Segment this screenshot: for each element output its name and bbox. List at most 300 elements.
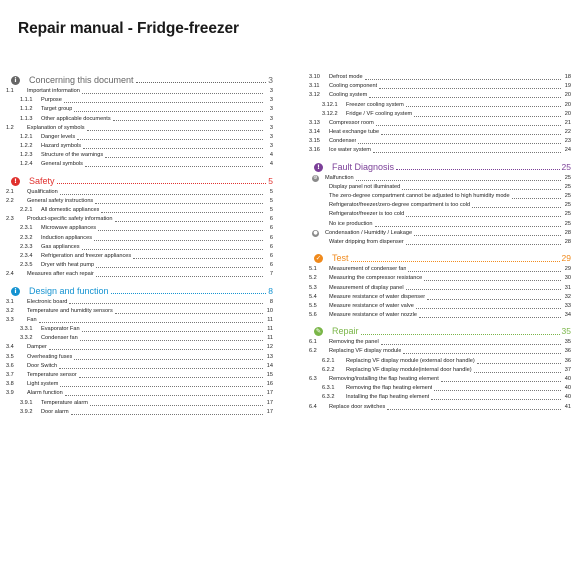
entry-number: 3.14 [309, 129, 320, 136]
entry-label: Temperature and humidity sensors [27, 307, 113, 314]
entry-number: 5.6 [309, 312, 317, 319]
entry-page-number: 12 [266, 344, 273, 351]
dot-leader [358, 143, 561, 144]
entry-number: 2.3 [6, 216, 14, 223]
entry-number: 2.3.5 [20, 262, 33, 269]
entry-page-number: 33 [564, 302, 571, 309]
toc-entry[interactable] [309, 274, 571, 283]
entry-page-number: 28 [564, 238, 571, 245]
entry-number: 6.3.2 [322, 394, 335, 401]
entry-number: 3.10 [309, 73, 320, 80]
entry-label: General safety instructions [27, 197, 94, 204]
dot-leader [71, 414, 263, 415]
toc-entry[interactable] [6, 142, 273, 151]
dot-leader [65, 395, 263, 396]
entry-label: Refrigerator/freezer is too cold [329, 211, 405, 218]
section-concerning[interactable] [6, 73, 273, 87]
entry-label: Target group [41, 106, 73, 113]
toc-entry[interactable] [309, 174, 571, 183]
entry-label: Measuring the compressor resistance [329, 275, 423, 282]
dot-leader [79, 377, 263, 378]
entry-page-number: 19 [564, 83, 571, 90]
toc-entry[interactable] [6, 399, 273, 408]
dot-leader [376, 125, 561, 126]
entry-label: Induction appliances [41, 234, 93, 241]
section-fault[interactable] [309, 160, 571, 174]
entry-number: 3.6 [6, 362, 14, 369]
entry-bullet-icon: ⚙ [313, 174, 318, 181]
dot-leader [373, 152, 561, 153]
entry-page-number: 5 [269, 207, 273, 214]
toc-entry[interactable] [309, 403, 571, 412]
dot-leader [90, 405, 263, 406]
entry-number: 1.1.2 [20, 106, 33, 113]
entry-number: 3.12 [309, 92, 320, 99]
entry-label: Condenser fan [41, 335, 78, 342]
entry-page-number: 40 [564, 376, 571, 383]
entry-page-number: 3 [269, 124, 273, 131]
entry-number: 3.11 [309, 83, 320, 90]
entry-page-number: 4 [269, 152, 273, 159]
toc-entry[interactable] [309, 265, 571, 274]
toc-entry[interactable] [309, 302, 571, 311]
entry-number: 3.3 [6, 316, 14, 323]
toc-entry[interactable] [309, 293, 571, 302]
toc-entry[interactable] [6, 215, 273, 224]
entry-page-number: 17 [266, 399, 273, 406]
entry-page-number: 40 [564, 385, 571, 392]
dot-leader [396, 169, 560, 170]
entry-label: Measurement of condenser fan [329, 266, 407, 273]
entry-number: 1.2.2 [20, 143, 33, 150]
dot-leader [111, 293, 267, 294]
list-design [6, 298, 273, 417]
section-page-number: 29 [561, 253, 571, 264]
toc-left-column [6, 73, 273, 417]
entry-number: 1.1.3 [20, 115, 33, 122]
entry-page-number: 16 [266, 381, 273, 388]
toc-entry[interactable] [6, 105, 273, 114]
list-test [309, 265, 571, 320]
toc-entry[interactable] [6, 87, 273, 96]
toc-entry[interactable] [6, 325, 273, 334]
section-title: Test [332, 253, 349, 264]
entry-label: Measures after each repair [27, 271, 94, 278]
section-page-number: 25 [561, 161, 571, 172]
entry-label: Explanation of symbols [27, 124, 85, 131]
entry-page-number: 25 [564, 220, 571, 227]
entry-label: Gas appliances [41, 243, 80, 250]
entry-label: Danger levels [41, 133, 76, 140]
dot-leader [136, 82, 267, 83]
dot-leader [83, 148, 263, 149]
entry-number: 3.9.1 [20, 399, 33, 406]
toc-entry[interactable] [309, 338, 571, 347]
section-page-number: 8 [268, 285, 273, 296]
section-icon: ! [314, 163, 323, 172]
entry-number: 2.3.2 [20, 234, 33, 241]
dot-leader [96, 267, 263, 268]
entry-label: Condensation / Humidity / Leakage [325, 229, 413, 236]
entry-number: 3.16 [309, 147, 320, 154]
dot-leader [115, 221, 264, 222]
dot-leader [82, 331, 263, 332]
entry-label: Alarm function [27, 390, 63, 397]
entry-page-number: 30 [564, 275, 571, 282]
dot-leader [512, 198, 561, 199]
toc-entry[interactable] [309, 366, 571, 375]
dot-leader [403, 353, 561, 354]
entry-number: 6.1 [309, 339, 317, 346]
entry-page-number: 40 [564, 394, 571, 401]
dot-leader [414, 116, 561, 117]
entry-label: No ice production [329, 220, 373, 227]
dot-leader [115, 313, 263, 314]
entry-number: 2.3.4 [20, 252, 33, 259]
entry-label: Light system [27, 381, 59, 388]
entry-number: 6.2 [309, 348, 317, 355]
toc-entry[interactable] [309, 137, 571, 146]
toc-entry[interactable] [309, 284, 571, 293]
entry-number: 2.2.1 [20, 207, 33, 214]
entry-page-number: 31 [564, 284, 571, 291]
toc-entry[interactable] [309, 311, 571, 320]
entry-label: Electronic board [27, 298, 68, 305]
dot-leader [369, 97, 561, 98]
entry-label: Measure resistance of water dispenser [329, 293, 426, 300]
entry-number: 3.12.1 [322, 101, 338, 108]
entry-page-number: 21 [564, 119, 571, 126]
entry-number: 5.3 [309, 284, 317, 291]
toc-entry[interactable] [309, 238, 571, 247]
entry-label: Condenser [329, 138, 357, 145]
entry-page-number: 8 [269, 298, 273, 305]
dot-leader [101, 212, 263, 213]
toc-entry[interactable] [6, 224, 273, 233]
entry-label: Overheating fuses [27, 353, 73, 360]
entry-number: 3.7 [6, 372, 14, 379]
section-page-number: 35 [561, 326, 571, 337]
entry-page-number: 5 [269, 197, 273, 204]
entry-page-number: 25 [564, 193, 571, 200]
entry-number: 6.3 [309, 376, 317, 383]
entry-label: Temperature alarm [41, 399, 88, 406]
toc-entry[interactable] [309, 192, 571, 201]
dot-leader [408, 271, 561, 272]
section-icon: i [11, 287, 20, 296]
entry-page-number: 11 [267, 326, 273, 333]
dot-leader [60, 194, 263, 195]
entry-page-number: 6 [269, 216, 273, 223]
toc-entry[interactable] [6, 188, 273, 197]
entry-page-number: 25 [564, 211, 571, 218]
toc-entry[interactable] [6, 316, 273, 325]
entry-page-number: 20 [564, 101, 571, 108]
entry-number: 3.4 [6, 344, 14, 351]
toc-entry[interactable] [309, 73, 571, 82]
entry-label: Refrigeration and freezer appliances [41, 252, 132, 259]
entry-label: Replacing VF display module(internal door handle) [346, 366, 472, 373]
dot-leader [85, 166, 263, 167]
entry-number: 1.2.3 [20, 152, 33, 159]
entry-page-number: 13 [266, 353, 273, 360]
entry-number: 6.2.1 [322, 357, 335, 364]
toc-entry[interactable] [6, 389, 273, 398]
list-concerning [6, 87, 273, 170]
dot-leader [133, 258, 263, 259]
entry-page-number: 3 [269, 133, 273, 140]
toc-entry[interactable] [309, 210, 571, 219]
entry-label: Other applicable documents [41, 115, 111, 122]
entry-page-number: 24 [564, 147, 571, 154]
entry-number: 2.2 [6, 197, 14, 204]
toc-entry[interactable] [6, 252, 273, 261]
entry-page-number: 28 [564, 229, 571, 236]
dot-leader [472, 207, 561, 208]
entry-page-number: 41 [564, 403, 571, 410]
toc-entry[interactable] [309, 110, 571, 119]
section-title: Design and function [29, 285, 109, 296]
entry-number: 3.9 [6, 390, 14, 397]
entry-page-number: 20 [564, 110, 571, 117]
entry-page-number: 3 [269, 143, 273, 150]
dot-leader [365, 79, 561, 80]
toc-entry[interactable] [6, 298, 273, 307]
toc-entry[interactable] [309, 119, 571, 128]
entry-page-number: 23 [564, 138, 571, 145]
toc-entry[interactable] [309, 357, 571, 366]
toc-entry[interactable] [6, 344, 273, 353]
dot-leader [381, 344, 561, 345]
dot-leader [64, 102, 263, 103]
toc-entry[interactable] [6, 307, 273, 316]
toc-entry[interactable] [309, 375, 571, 384]
entry-page-number: 17 [266, 390, 273, 397]
entry-label: Door Switch [27, 362, 58, 369]
dot-leader [474, 372, 561, 373]
dot-leader [77, 139, 263, 140]
section-test[interactable] [309, 251, 571, 265]
entry-page-number: 6 [269, 252, 273, 259]
entry-number: 3.1 [6, 298, 14, 305]
entry-page-number: 25 [564, 174, 571, 181]
dot-leader [441, 381, 561, 382]
entry-label: Compressor room [329, 119, 374, 126]
dot-leader [69, 303, 263, 304]
dot-leader [375, 226, 561, 227]
dot-leader [82, 249, 263, 250]
dot-leader [351, 261, 560, 262]
section-icon: ✓ [315, 254, 322, 263]
entry-label: Refrigerator/freezer/zero-degree compartment is too cold [329, 202, 471, 209]
dot-leader [477, 363, 561, 364]
entry-page-number: 18 [564, 73, 571, 80]
entry-label: Cooling component [329, 83, 378, 90]
toc-entry[interactable] [309, 393, 571, 402]
section-repair[interactable] [309, 324, 571, 338]
entry-number: 5.4 [309, 293, 317, 300]
section-icon: ! [11, 177, 20, 186]
toc-entry[interactable] [309, 101, 571, 110]
entry-label: Replacing VF display module [329, 348, 402, 355]
entry-number: 1.2 [6, 124, 14, 131]
toc-entry[interactable] [6, 133, 273, 142]
entry-label: Important information [27, 87, 80, 94]
toc-entry[interactable] [309, 220, 571, 229]
section-page-number: 5 [268, 175, 273, 186]
toc-entry[interactable] [6, 161, 273, 170]
dot-leader [39, 322, 263, 323]
dot-leader [96, 276, 263, 277]
entry-label: Damper [27, 344, 47, 351]
toc-entry[interactable] [6, 243, 273, 252]
entry-bullet-icon: ● [313, 230, 318, 236]
toc-entry[interactable] [6, 197, 273, 206]
dot-leader [381, 134, 561, 135]
toc-entry[interactable] [6, 353, 273, 362]
entry-page-number: 10 [266, 307, 273, 314]
dot-leader [57, 183, 267, 184]
entry-number: 2.3.3 [20, 243, 33, 250]
entry-number: 5.5 [309, 302, 317, 309]
toc-entry[interactable] [6, 234, 273, 243]
entry-label: Heat exchange tube [329, 129, 380, 136]
section-design[interactable] [6, 284, 273, 298]
dot-leader [74, 111, 263, 112]
toc-entry[interactable] [6, 371, 273, 380]
entry-label: Water dripping from dispenser [329, 238, 404, 245]
entry-page-number: 6 [269, 234, 273, 241]
dot-leader [95, 203, 263, 204]
entry-label: Cooling system [329, 92, 368, 99]
toc-entry[interactable] [309, 147, 571, 156]
entry-number: 1.1 [6, 87, 14, 94]
toc-entry[interactable] [6, 408, 273, 417]
entry-number: 2.4 [6, 271, 14, 278]
entry-number: 1.1.1 [20, 97, 33, 104]
entry-page-number: 34 [564, 312, 571, 319]
entry-page-number: 36 [564, 348, 571, 355]
dot-leader [402, 189, 561, 190]
section-safety[interactable] [6, 174, 273, 188]
entry-label: Display panel not illuminated [329, 183, 401, 190]
list-design-continued [309, 73, 571, 156]
entry-number: 5.1 [309, 266, 317, 273]
entry-label: Installing the flap heating element [346, 394, 430, 401]
section-title: Concerning this document [29, 75, 134, 85]
dot-leader [98, 230, 263, 231]
entry-number: 3.9.2 [20, 408, 33, 415]
toc-entry[interactable] [309, 82, 571, 91]
entry-label: Replace door switches [329, 403, 386, 410]
toc-entry[interactable] [6, 261, 273, 270]
dot-leader [406, 106, 561, 107]
entry-label: Removing/installing the flap heating element [329, 376, 439, 383]
dot-leader [379, 88, 561, 89]
entry-label: Dryer with heat pump [41, 262, 95, 269]
entry-label: Qualification [27, 188, 58, 195]
toc-entry[interactable] [309, 128, 571, 137]
entry-page-number: 17 [266, 408, 273, 415]
toc-entry[interactable] [6, 151, 273, 160]
section-icon: i [11, 76, 20, 85]
dot-leader [356, 180, 561, 181]
entry-label: Measure resistance of water valve [329, 302, 414, 309]
section-page-number: 3 [268, 75, 273, 85]
entry-label: Freezer cooling system [346, 101, 404, 108]
entry-label: Door alarm [41, 408, 69, 415]
entry-label: Hazard symbols [41, 143, 82, 150]
dot-leader [49, 349, 263, 350]
entry-number: 3.8 [6, 381, 14, 388]
dot-leader [406, 244, 561, 245]
toc-entry[interactable] [6, 206, 273, 215]
toc-entry[interactable] [309, 201, 571, 210]
toc-entry[interactable] [309, 348, 571, 357]
toc-entry[interactable] [6, 270, 273, 279]
entry-label: Structure of the warnings [41, 152, 104, 159]
entry-page-number: 15 [266, 372, 273, 379]
entry-label: Removing the flap heating element [346, 385, 433, 392]
toc-entry[interactable] [6, 380, 273, 389]
entry-page-number: 11 [267, 316, 273, 323]
entry-label: Product-specific safety information [27, 216, 113, 223]
entry-number: 3.5 [6, 353, 14, 360]
dot-leader [406, 216, 561, 217]
entry-page-number: 29 [564, 266, 571, 273]
toc-entry[interactable] [6, 124, 273, 133]
entry-page-number: 25 [564, 202, 571, 209]
entry-label: Temperature sensor [27, 372, 77, 379]
entry-label: The zero-degree compartment cannot be adjusted to high humidity mode [329, 193, 510, 200]
toc-entry[interactable] [6, 334, 273, 343]
dot-leader [361, 334, 560, 335]
toc-entry[interactable] [309, 91, 571, 100]
entry-label: Removing the panel [329, 339, 379, 346]
entry-page-number: 37 [564, 366, 571, 373]
entry-label: Ice water system [329, 147, 371, 154]
entry-page-number: 32 [564, 293, 571, 300]
entry-number: 3.3.2 [20, 335, 33, 342]
toc-entry[interactable] [309, 229, 571, 238]
toc-entry[interactable] [309, 183, 571, 192]
entry-page-number: 3 [269, 87, 273, 94]
entry-page-number: 4 [269, 161, 273, 168]
dot-leader [427, 299, 561, 300]
toc-entry[interactable] [6, 96, 273, 105]
dot-leader [387, 409, 561, 410]
entry-page-number: 11 [267, 335, 273, 342]
entry-number: 2.1 [6, 188, 14, 195]
section-icon: ✎ [315, 327, 322, 336]
dot-leader [82, 93, 263, 94]
dot-leader [416, 308, 561, 309]
entry-number: 3.13 [309, 119, 320, 126]
entry-number: 1.2.1 [20, 133, 33, 140]
toc-entry[interactable] [6, 362, 273, 371]
dot-leader [113, 120, 263, 121]
dot-leader [105, 157, 263, 158]
dot-leader [434, 390, 561, 391]
entry-label: Replacing VF display module (external door handle) [346, 357, 475, 364]
toc-right-column [309, 73, 571, 412]
entry-label: General symbols [41, 161, 83, 168]
toc-entry[interactable] [6, 115, 273, 124]
entry-page-number: 20 [564, 92, 571, 99]
dot-leader [406, 289, 561, 290]
toc-entry[interactable] [309, 384, 571, 393]
dot-leader [424, 280, 561, 281]
